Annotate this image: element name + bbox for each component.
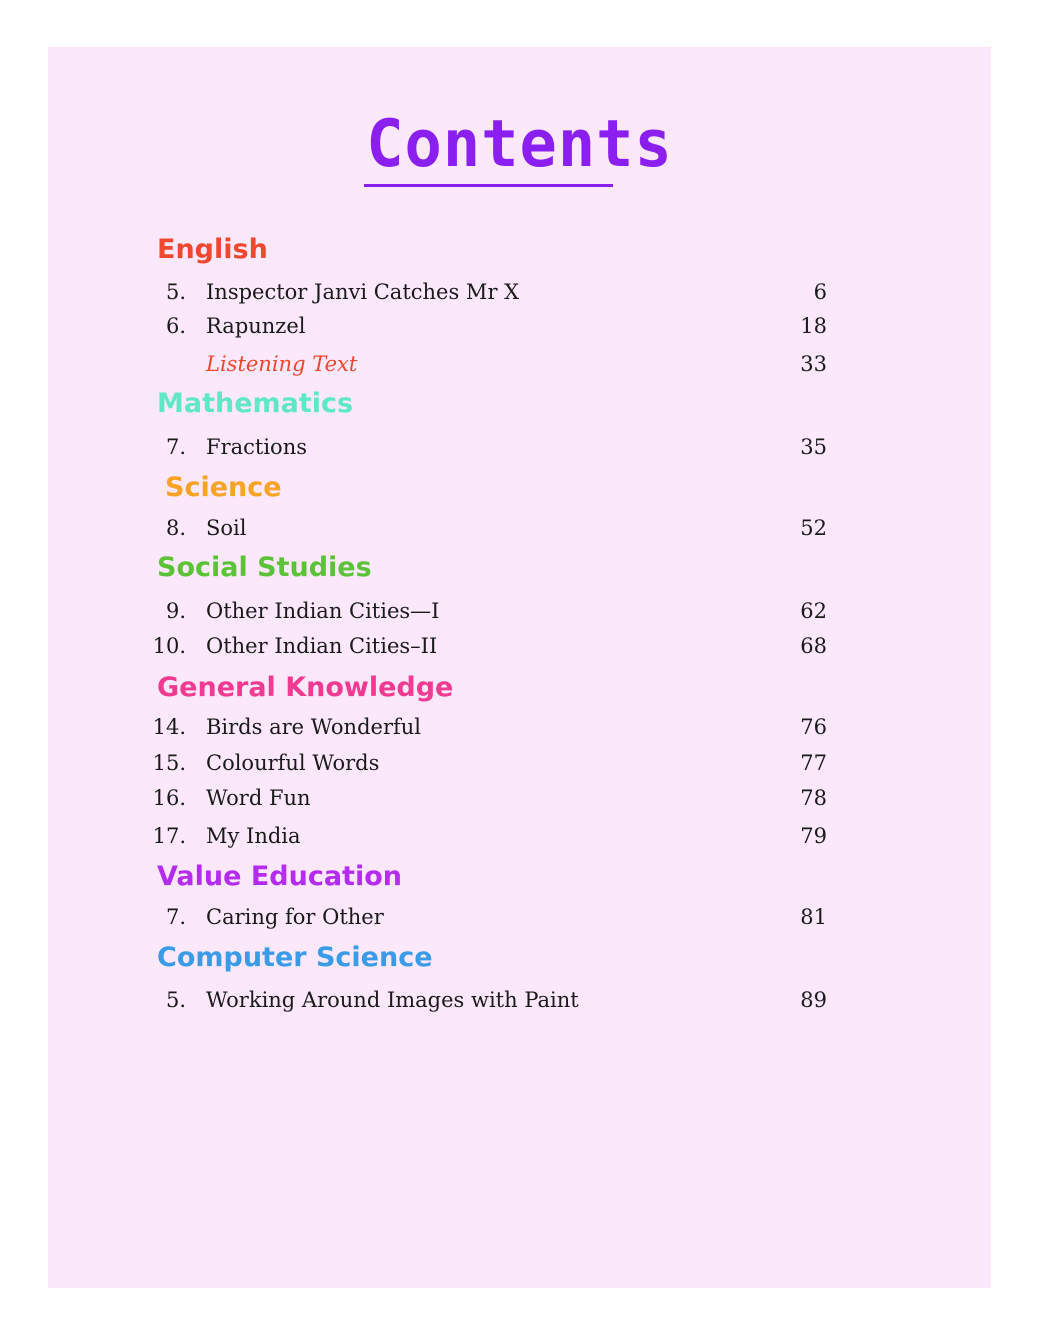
- toc-entry[interactable]: [157, 431, 827, 463]
- entry-page: 62: [800, 599, 827, 623]
- entry-title: Listening Text: [206, 352, 358, 376]
- entry-page: 35: [800, 435, 827, 459]
- entry-number: 10.: [152, 634, 186, 658]
- entry-page: 52: [800, 516, 827, 540]
- toc-entry[interactable]: [152, 820, 827, 852]
- entry-number: 5.: [165, 988, 186, 1012]
- entry-number: 6.: [165, 314, 186, 338]
- section-heading-computer-science: Computer Science: [157, 942, 433, 973]
- toc-entry[interactable]: [157, 595, 827, 627]
- entry-title: Colourful Words: [206, 751, 380, 775]
- toc-entry[interactable]: [157, 276, 827, 308]
- entry-number: 9.: [165, 599, 186, 623]
- toc-entry[interactable]: [157, 512, 827, 544]
- entry-number: 14.: [152, 715, 186, 739]
- entry-number: 5.: [165, 280, 186, 304]
- entry-number: 17.: [152, 824, 186, 848]
- entry-number: 8.: [165, 516, 186, 540]
- entry-title: Word Fun: [206, 786, 311, 810]
- entry-page: 18: [800, 314, 827, 338]
- toc-entry[interactable]: [152, 747, 827, 779]
- toc-entry[interactable]: [152, 782, 827, 814]
- toc-entry[interactable]: [152, 711, 827, 743]
- entry-page: 33: [800, 352, 827, 376]
- entry-title: Fractions: [206, 435, 307, 459]
- toc-entry[interactable]: [157, 984, 827, 1016]
- toc-page: [48, 47, 991, 1288]
- section-heading-general-knowledge: General Knowledge: [157, 672, 454, 703]
- entry-title: Caring for Other: [206, 905, 384, 929]
- section-heading-value-education: Value Education: [157, 861, 402, 892]
- entry-title: My India: [206, 824, 301, 848]
- entry-page: 79: [800, 824, 827, 848]
- entry-title: Birds are Wonderful: [206, 715, 421, 739]
- entry-page: 68: [800, 634, 827, 658]
- entry-page: 89: [800, 988, 827, 1012]
- entry-page: 6: [813, 280, 827, 304]
- entry-title: Inspector Janvi Catches Mr X: [206, 280, 520, 304]
- section-heading-science: Science: [165, 472, 282, 503]
- section-heading-mathematics: Mathematics: [157, 388, 354, 419]
- entry-number: 16.: [152, 786, 186, 810]
- entry-number: 7.: [165, 905, 186, 929]
- entry-page: 77: [800, 751, 827, 775]
- section-heading-social-studies: Social Studies: [157, 552, 372, 583]
- title-underline: [364, 184, 613, 187]
- entry-number: 15.: [152, 751, 186, 775]
- entry-page: 78: [800, 786, 827, 810]
- section-heading-english: English: [157, 234, 268, 265]
- entry-title: Other Indian Cities–II: [206, 634, 438, 658]
- entry-page: 76: [800, 715, 827, 739]
- page-title: Contents: [366, 105, 673, 182]
- entry-number: 7.: [165, 435, 186, 459]
- title-block: [48, 105, 991, 182]
- entry-title: Rapunzel: [206, 314, 306, 338]
- entry-title: Other Indian Cities—I: [206, 599, 440, 623]
- entry-title: Soil: [206, 516, 247, 540]
- entry-page: 81: [800, 905, 827, 929]
- entry-title: Working Around Images with Paint: [206, 988, 579, 1012]
- toc-entry[interactable]: [157, 348, 827, 380]
- toc-entry[interactable]: [157, 310, 827, 342]
- toc-entry[interactable]: [152, 630, 827, 662]
- toc-entry[interactable]: [157, 901, 827, 933]
